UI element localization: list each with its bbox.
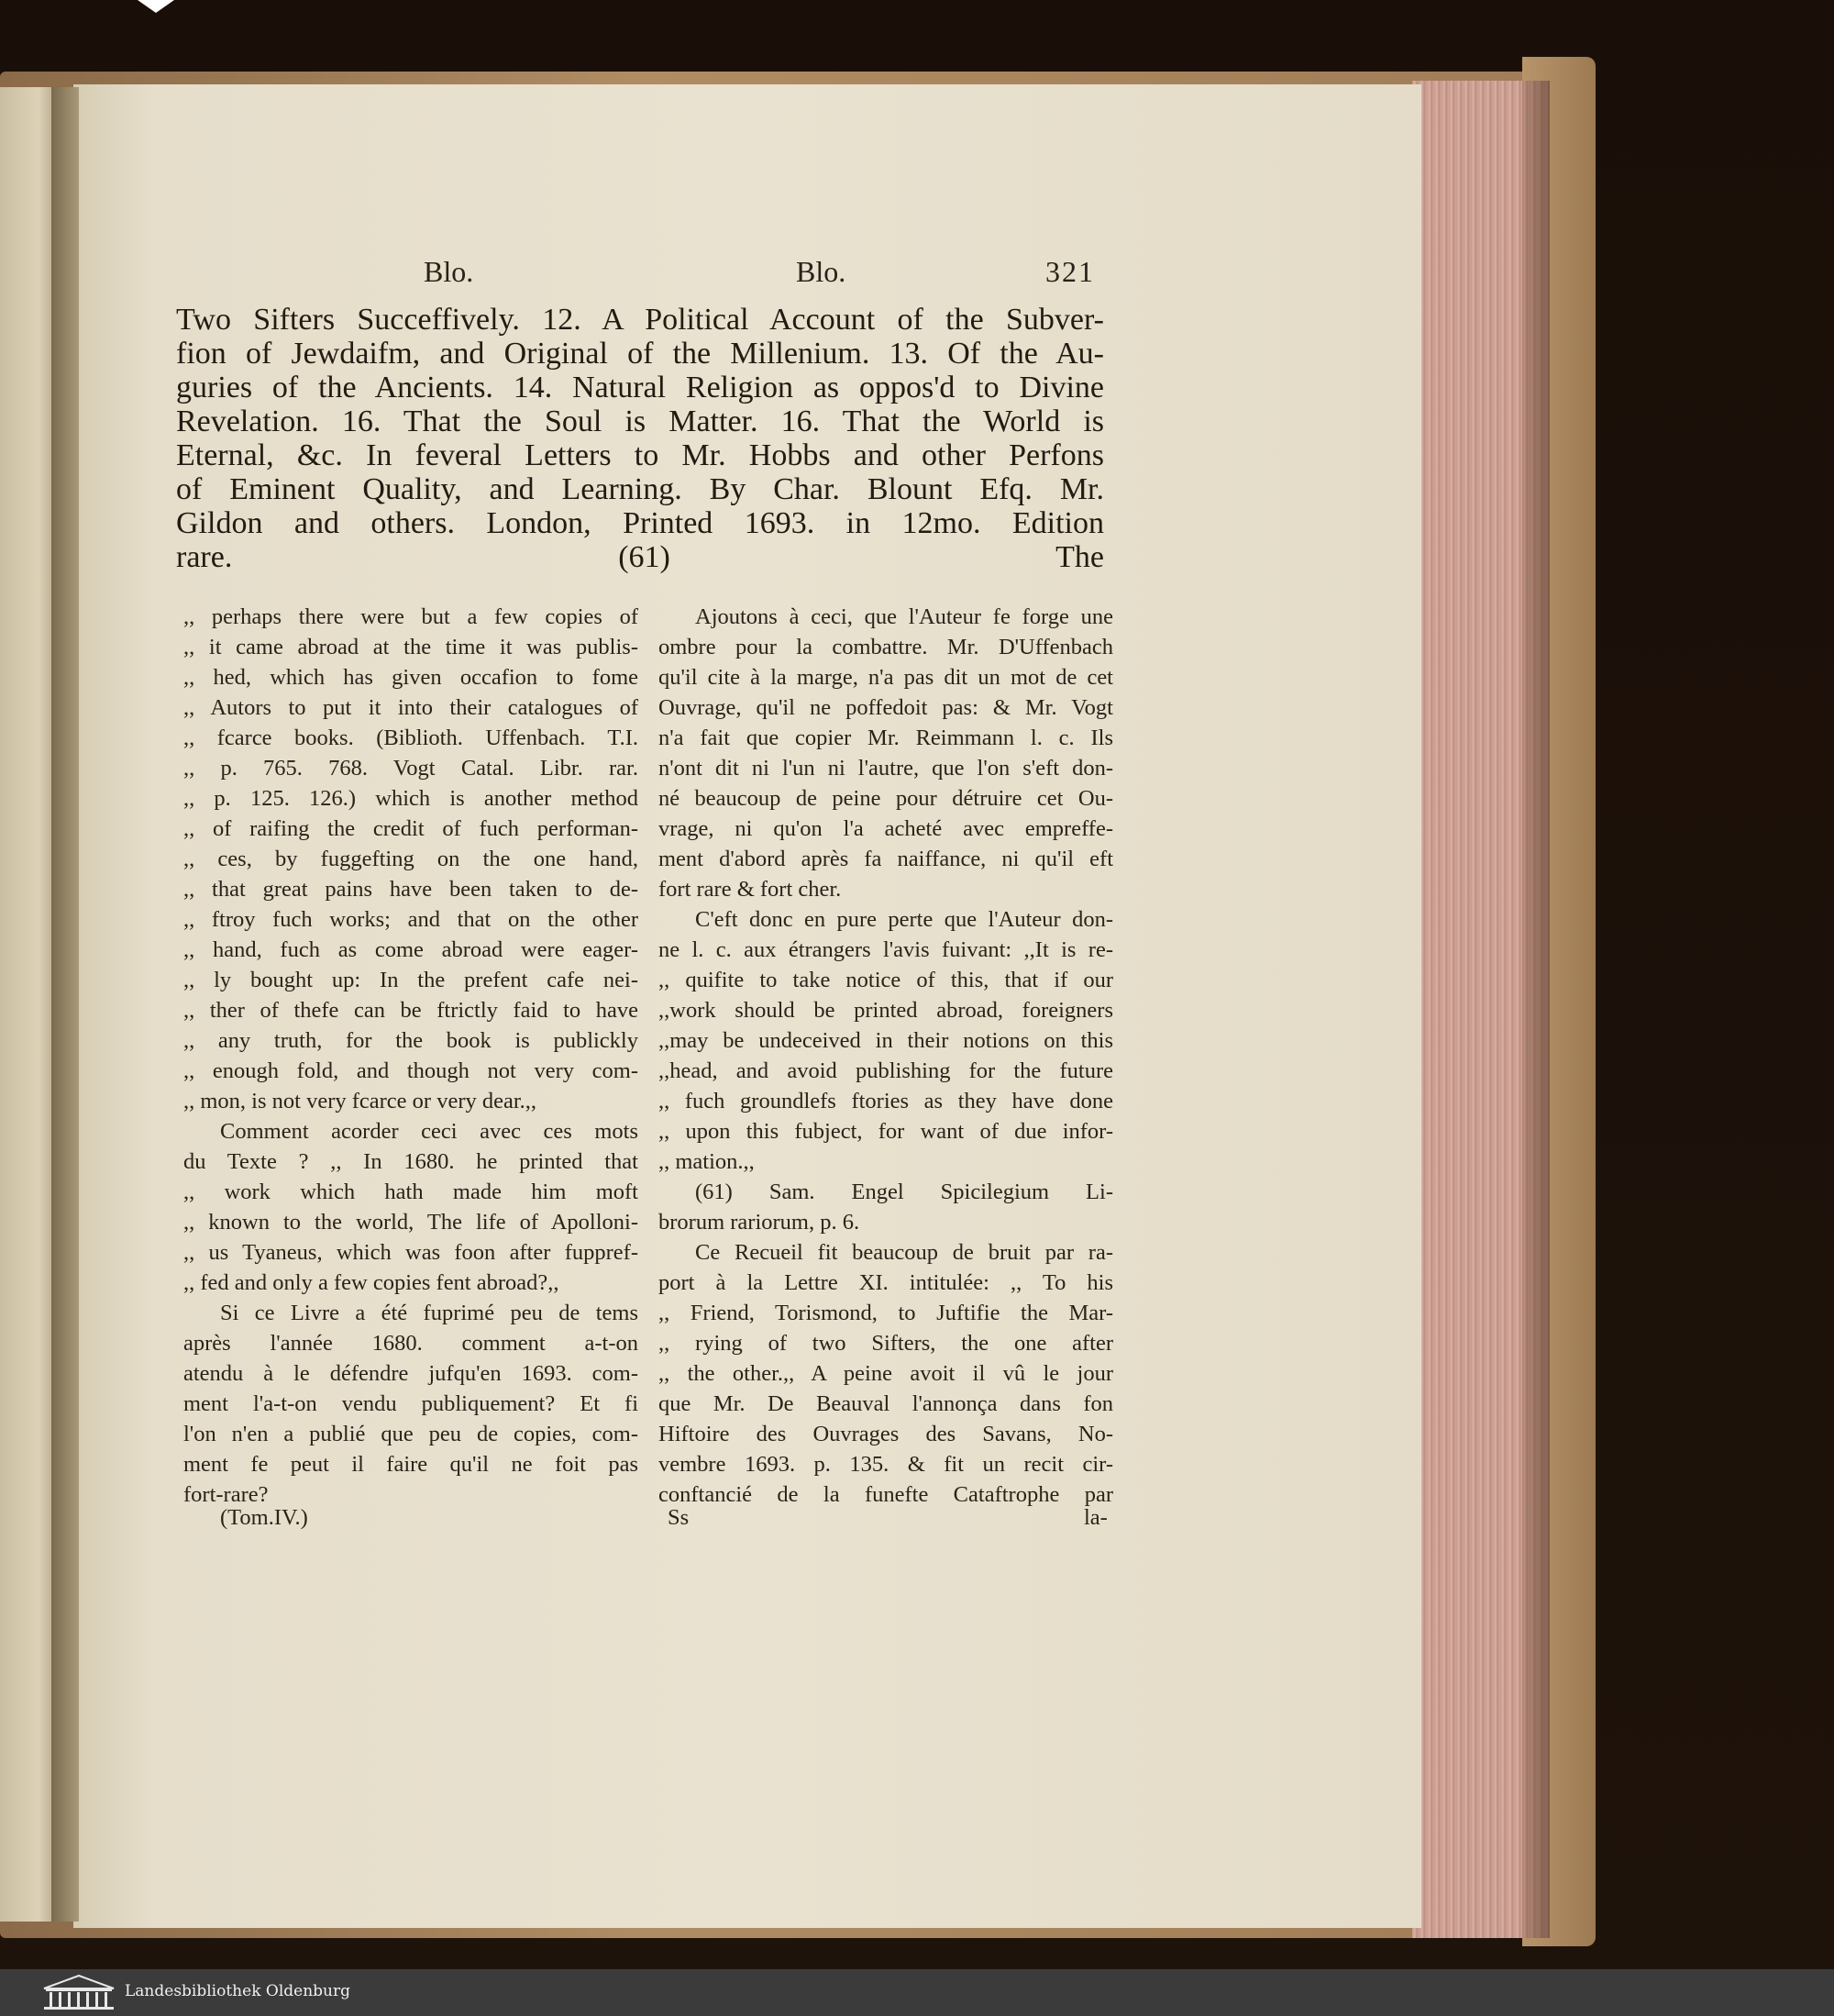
text-line: ,, fcarce books. (Biblioth. Uffenbach. T.I. bbox=[183, 726, 638, 750]
text-line: port à la Lettre XI. intitulée: ,, To his bbox=[658, 1270, 1113, 1295]
text-line: Ouvrage, qu'il ne poffedoit pas: & Mr. Vogt bbox=[658, 695, 1113, 720]
text-line: Revelation. 16. That the Soul is Matter. 16. That the World is bbox=[176, 404, 1104, 438]
text-line: Ce Recueil fit beaucoup de bruit par ra- bbox=[695, 1240, 1113, 1265]
text-line: ,, enough fold, and though not very com- bbox=[183, 1058, 638, 1083]
text-line: né beaucoup de peine pour détruire cet Ou- bbox=[658, 786, 1113, 811]
text-line: fion of Jewdaifm, and Original of the Millenium. 13. Of the Au- bbox=[176, 337, 1104, 371]
text-line: ,, fed and only a few copies fent abroad?,, bbox=[183, 1270, 559, 1295]
text-line: of Eminent Quality, and Learning. By Char. Blount Efq. Mr. bbox=[176, 472, 1104, 506]
text-line: ,, hed, which has given occafion to fome bbox=[183, 665, 638, 690]
text-line: rare. (61) The bbox=[176, 540, 1104, 574]
running-head-right: Blo. bbox=[796, 255, 846, 288]
text-line: ,, p. 125. 126.) which is another method bbox=[183, 786, 638, 811]
text-line: ,, work which hath made him moft bbox=[183, 1180, 638, 1204]
text-line: fort rare & fort cher. bbox=[658, 877, 842, 902]
text-line: Si ce Livre a été fuprimé peu de tems bbox=[220, 1301, 638, 1325]
text-line: Ajoutons à ceci, que l'Auteur fe forge une bbox=[695, 604, 1113, 629]
text-line: ,, Autors to put it into their catalogues of bbox=[183, 695, 638, 720]
text-line: ment d'abord après fa naiffance, ni qu'il eft bbox=[658, 847, 1113, 871]
text-line: Comment acorder ceci avec ces mots bbox=[220, 1119, 638, 1144]
text-line: ,, rying of two Sifters, the one after bbox=[658, 1331, 1113, 1356]
text-line: conftancié de la funefte Cataftrophe par bbox=[658, 1482, 1113, 1507]
text-line: ,, hand, fuch as come abroad were eager- bbox=[183, 937, 638, 962]
text-line: fort-rare? bbox=[183, 1482, 269, 1507]
scan-corner-marker bbox=[138, 0, 174, 13]
text-line: C'eft donc en pure perte que l'Auteur don- bbox=[695, 907, 1113, 932]
text-line: ,, that great pains have been taken to de- bbox=[183, 877, 638, 902]
text-line: n'a fait que copier Mr. Reimmann l. c. Ils bbox=[658, 726, 1113, 750]
text-line: ,,head, and avoid publishing for the future bbox=[658, 1058, 1113, 1083]
text-line: n'ont dit ni l'un ni l'autre, que l'on s'eft don- bbox=[658, 756, 1113, 781]
main-text-block bbox=[176, 303, 1104, 574]
text-line: ment l'a-t-on vendu publiquement? Et fi bbox=[183, 1391, 638, 1416]
text-line: l'on n'en a publié que peu de copies, com- bbox=[183, 1422, 638, 1446]
text-line: ,, Friend, Torismond, to Juftifie the Mar- bbox=[658, 1301, 1113, 1325]
text-line: vembre 1693. p. 135. & fit un recit cir- bbox=[658, 1452, 1113, 1477]
signature-mark: Ss bbox=[668, 1505, 690, 1530]
text-line: que Mr. De Beauval l'annonça dans fon bbox=[658, 1391, 1113, 1416]
book-gutter bbox=[51, 87, 79, 1922]
text-line: ,, it came abroad at the time it was publis- bbox=[183, 635, 638, 659]
text-line: ,, upon this fubject, for want of due infor- bbox=[658, 1119, 1113, 1144]
text-line: ment fe peut il faire qu'il ne foit pas bbox=[183, 1452, 638, 1477]
text-line: Eternal, &c. In feveral Letters to Mr. Hobbs and other Perfons bbox=[176, 438, 1104, 472]
text-line: Two Sifters Succeffively. 12. A Political Account of the Subver- bbox=[176, 303, 1104, 337]
text-line: atendu à le défendre jufqu'en 1693. com- bbox=[183, 1361, 638, 1386]
text-line: Gildon and others. London, Printed 1693. in 12mo. Edition bbox=[176, 506, 1104, 540]
text-line: (61) Sam. Engel Spicilegium Li- bbox=[695, 1180, 1113, 1204]
text-line: ,, mon, is not very fcarce or very dear.,, bbox=[183, 1089, 537, 1113]
text-line: ,,work should be printed abroad, foreigners bbox=[658, 998, 1113, 1023]
text-line: ,, p. 765. 768. Vogt Catal. Libr. rar. bbox=[183, 756, 638, 781]
text-line: ,, ther of thefe can be ftrictly faid to have bbox=[183, 998, 638, 1023]
text-line: ,, of raifing the credit of fuch performan- bbox=[183, 816, 638, 841]
left-page-edge bbox=[0, 87, 55, 1922]
text-line: Hiftoire des Ouvrages des Savans, No- bbox=[658, 1422, 1113, 1446]
text-line: ,, fuch groundlefs ftories as they have done bbox=[658, 1089, 1113, 1113]
right-column-note bbox=[658, 602, 1113, 1510]
text-line: après l'année 1680. comment a-t-on bbox=[183, 1331, 638, 1356]
footer-institution: Landesbibliothek Oldenburg bbox=[125, 1982, 351, 2000]
left-column-note bbox=[183, 602, 638, 1510]
catchword: la- bbox=[1084, 1505, 1108, 1530]
page-edges bbox=[1412, 81, 1550, 1938]
text-line: ,,may be undeceived in their notions on this bbox=[658, 1028, 1113, 1053]
text-line: ,, perhaps there were but a few copies of bbox=[183, 604, 638, 629]
text-line: vrage, ni qu'on l'a acheté avec empreffe- bbox=[658, 816, 1113, 841]
text-line: qu'il cite à la marge, n'a pas dit un mot de cet bbox=[658, 665, 1113, 690]
left-signature: (Tom.IV.) bbox=[220, 1505, 308, 1530]
text-line: ,, ces, by fuggefting on the one hand, bbox=[183, 847, 638, 871]
library-building-icon bbox=[40, 1972, 117, 2012]
text-line: guries of the Ancients. 14. Natural Religion as oppos'd to Divine bbox=[176, 371, 1104, 404]
running-head-left: Blo. bbox=[424, 255, 474, 288]
text-line: ,, the other.,, A peine avoit il vû le jour bbox=[658, 1361, 1113, 1386]
text-line: du Texte ? ,, In 1680. he printed that bbox=[183, 1149, 638, 1174]
text-line: ,, any truth, for the book is publickly bbox=[183, 1028, 638, 1053]
text-line: ,, mation.,, bbox=[658, 1149, 755, 1174]
text-line: ne l. c. aux étrangers l'avis fuivant: ,,It is re- bbox=[658, 937, 1113, 962]
text-line: ,, known to the world, The life of Apolloni- bbox=[183, 1210, 638, 1235]
text-line: ,, ly bought up: In the prefent cafe nei- bbox=[183, 968, 638, 992]
page-number: 321 bbox=[1045, 255, 1095, 288]
text-line: ,, quifite to take notice of this, that if our bbox=[658, 968, 1113, 992]
text-line: ombre pour la combattre. Mr. D'Uffenbach bbox=[658, 635, 1113, 659]
text-line: ,, ftroy fuch works; and that on the other bbox=[183, 907, 638, 932]
text-line: ,, us Tyaneus, which was foon after fuppref- bbox=[183, 1240, 638, 1265]
text-line: brorum rariorum, p. 6. bbox=[658, 1210, 860, 1235]
